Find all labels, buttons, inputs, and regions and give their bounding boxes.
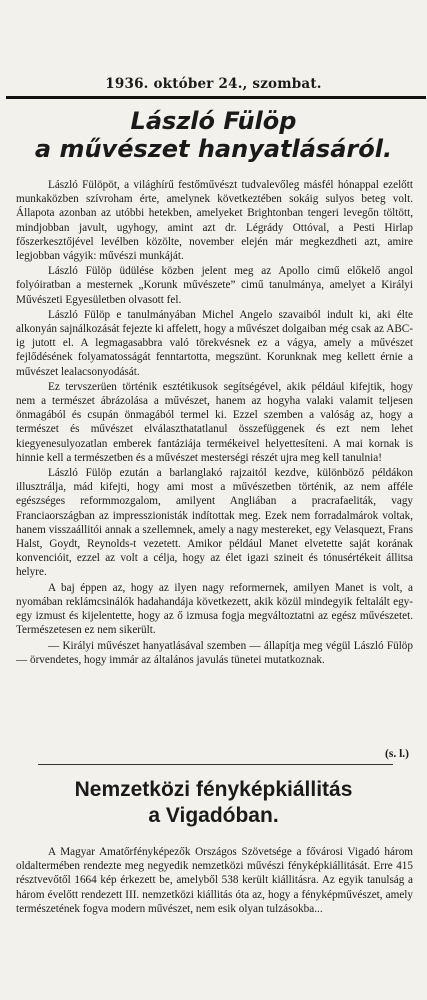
article-paragraph: A baj éppen az, hogy az ilyen nagy reformernek, amilyen Manet is volt, a nyomában reklámcsinálók hadahandája következett, akik közül mindegyik feltalált egy-egy izmust és kijelentette, hogy az ő izmusa fogja megváltoztatni az egész művészetet. Természetesen ez nem sikerült.	[16, 581, 413, 637]
article-paragraph: László Fülöp üdülése közben jelent meg az Apollo cimű előkelő angol folyóiratban a mesternek „Korunk művészete” cimű tanulmánya, amelyet a Királyi Művészeti Egyesületben olvasott fel.	[16, 265, 413, 306]
article-paragraph: — Királyi művészet hanyatlásával szemben — állapítja meg végül László Fülöp — örvendetes, hogy immár az általános javulás tünetei mutatkoznak.	[16, 639, 413, 666]
dateline: 1936. október 24., szombat.	[105, 76, 322, 92]
article-paragraph: László Fülöpöt, a világhírű festőművészt tudvalevőleg másfél hónappal ezelőtt munkaközben szívroham érte, amelynek következtében sokáig sulyos beteg volt. Állapota azonban az utóbbi hetekben, amelyeket Brightonban tengeri levegőn töltött, mindjobban javult, ugyhogy, amint azt dr. Légrády Ottóval, a Pesti Hirlap főszerkesztőjével levélben közölte, november elején már megkezdheti azt, amire legjobban vágyik: művészi munkáját.	[16, 179, 413, 263]
article-body	[16, 178, 413, 667]
article-title-line-2: a művészet hanyatlásáról.	[34, 135, 393, 163]
article-title-line-1: László Fülöp	[130, 107, 297, 135]
second-article-body	[16, 845, 413, 916]
article-signature: (s. l.)	[385, 748, 409, 760]
article-divider	[38, 764, 393, 765]
article-paragraph: László Fülöp e tanulmányában Michel Angelo szavaiból indult ki, aki élte alkonyán sajnálkozását fejezte ki affelett, hogy a művészet dolgaiban még csak az ABC-ig jutott el. A legmagasabbra való törekvésnek ez a vágya, amely a művészet fejlődésének folyamatosságát fenntartotta, megszünt. Korunknak meg kellett érnie a művészet lealacsonyodását.	[16, 308, 413, 378]
article-paragraph: László Fülöp ezután a barlanglakó rajzaitól kezdve, különböző példákon illusztrálja, mád kifejti, hogy ami most a művészetben történik, az nem afféle egészséges reformmozgalom, amilyent Angliában a pracrafaeliták, vagy Franciaországban az impresszionisták indítottak meg. Ezek nem forradalmárok voltak, hanem visszaállitói annak a szellemnek, amely a nagy mestereket, egy Velasquezt, Frans Halst, Goydt, Reynolds-t vezetett. Amikor például Manet elvetette saját korának konvencióit, ezzel az volt a célja, hogy az élet igazi szineit és tónusértékeit állitsa helyre.	[16, 467, 413, 579]
second-article-title-line-1: Nemzetközi fényképkiállitás	[74, 778, 353, 801]
article-paragraph: Ez tervszerüen történik esztétikusok segítségével, akik például kifejtik, hogy nem a természet ábrázolása a művészet, hanem az hogyha valaki valamit teljesen önmagából és csupán önmagából termel ki. Ezzel szemben a valóság az, hogy a természet és művészet elválaszthatatlanul összefüggenek és ezt nem lehet kiegyenesulyozatlan emberek fantáziája termékeivel helyettesíteni. A mai kornak is hinnie kell a természetben és a művészet mesterségi részét ujra meg kell tanulnia!	[16, 380, 413, 464]
article-paragraph: A Magyar Amatőrfényképezők Országos Szövetsége a fővárosi Vigadó három oldaltermében rendezte meg negyedik nemzetközi művészi fényképkiállitását. Erre 415 résztvevőtől 1664 kép érkezett be, amelyből 538 került kiállitásra. Az egyik tanulság a három évelőtt rendezett III. nemzetközi kiállitás óta az, hogy a fényképművészet, amely természetének fogva modern művészet, nem esik olyan tulzásokba...	[16, 846, 413, 915]
header-rule	[6, 96, 426, 99]
second-article-title-line-2: a Vigadóban.	[148, 804, 279, 827]
